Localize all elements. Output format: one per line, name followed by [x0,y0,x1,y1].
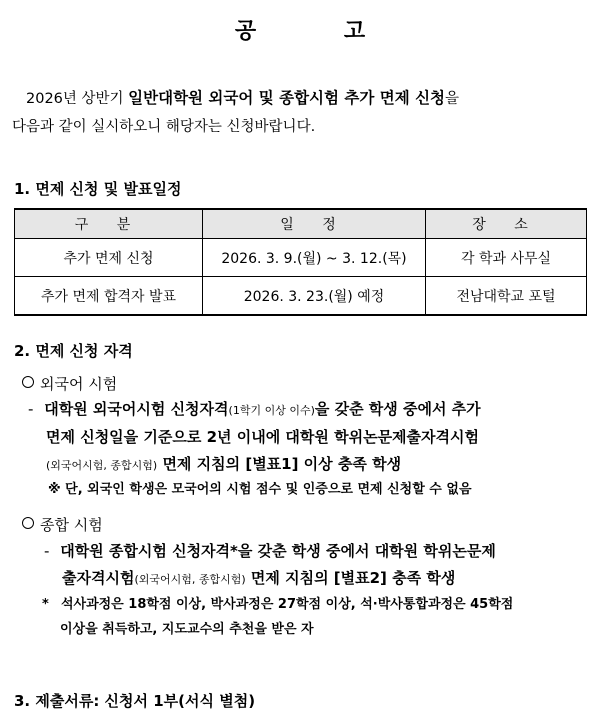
asterisk-marker: * [42,597,49,612]
section3-heading: 3. 제출서류: 신청서 1부(서식 별첨) [14,692,256,710]
header-category: 구 분 [15,209,203,239]
circle-bullet-icon [22,517,34,529]
dash-marker: - [28,400,34,418]
header-schedule: 일 정 [203,209,426,239]
foreign-p4-small: (외국어시험, 종합시험) [46,459,158,472]
intro-emphasis: 일반대학원 외국어 및 종합시험 추가 면제 신청 [128,89,446,107]
comprehensive-p2: 출자격시험 [62,569,135,587]
foreign-exam-label: 외국어 시험 [40,375,118,393]
schedule-table [14,208,587,316]
foreign-p2: 을 갖춘 학생 중에서 추가 [314,400,481,418]
comprehensive-p2-small: (외국어시험, 종합시험) [134,573,246,586]
foreign-exam-criteria [28,396,590,479]
page-title: 공 고 [234,19,367,44]
foreign-p3: 면제 신청일을 기준으로 2년 이내에 대학원 학위논문제출자격시험 [46,428,480,446]
circle-bullet-icon [22,376,34,388]
intro-post: 을 [445,91,460,107]
dash-marker: - [44,542,50,560]
foreign-exam-heading [22,373,117,394]
comprehensive-p3: 면제 지침의 [별표2] 충족 학생 [245,569,456,587]
comprehensive-exam-heading [22,514,103,535]
cell-location: 전남대학교 포털 [426,277,587,316]
foreign-p1-small: (1학기 이상 이수) [228,404,315,417]
cell-schedule: 2026. 3. 9.(월) ~ 3. 12.(목) [203,239,426,277]
foreign-exam-note: ※ 단, 외국인 학생은 모국어의 시험 점수 및 인증으로 면제 신청할 수 없음 [48,482,472,497]
cell-category: 추가 면제 신청 [15,239,203,277]
table-row [15,239,587,277]
cell-schedule: 2026. 3. 23.(월) 예정 [203,277,426,316]
intro-pre: 2026년 상반기 [26,91,129,107]
comprehensive-p1: 대학원 종합시험 신청자격*을 갖춘 학생 중에서 대학원 학위논문제 [60,542,496,560]
comprehensive-exam-criteria [44,538,594,593]
comprehensive-note-line1: 석사과정은 18학점 이상, 박사과정은 27학점 이상, 석·박사통합과정은 45학점 [60,597,514,612]
section1-heading: 1. 면제 신청 및 발표일정 [14,180,182,198]
cell-category: 추가 면제 합격자 발표 [15,277,203,316]
foreign-p5: 면제 지침의 [별표1] 이상 충족 학생 [157,455,402,473]
comprehensive-exam-label: 종합 시험 [40,516,103,534]
intro-line2: 다음과 같이 실시하오니 해당자는 신청바랍니다. [12,119,316,135]
table-row [15,277,587,316]
comprehensive-note-line2: 이상을 취득하고, 지도교수의 추천을 받은 자 [60,622,314,637]
section2-heading: 2. 면제 신청 자격 [14,342,133,360]
intro-paragraph [12,84,596,141]
foreign-p1: 대학원 외국어시험 신청자격 [44,400,229,418]
comprehensive-exam-note [42,592,595,642]
cell-location: 각 학과 사무실 [426,239,587,277]
table-header-row [15,209,587,239]
header-location: 장 소 [426,209,587,239]
